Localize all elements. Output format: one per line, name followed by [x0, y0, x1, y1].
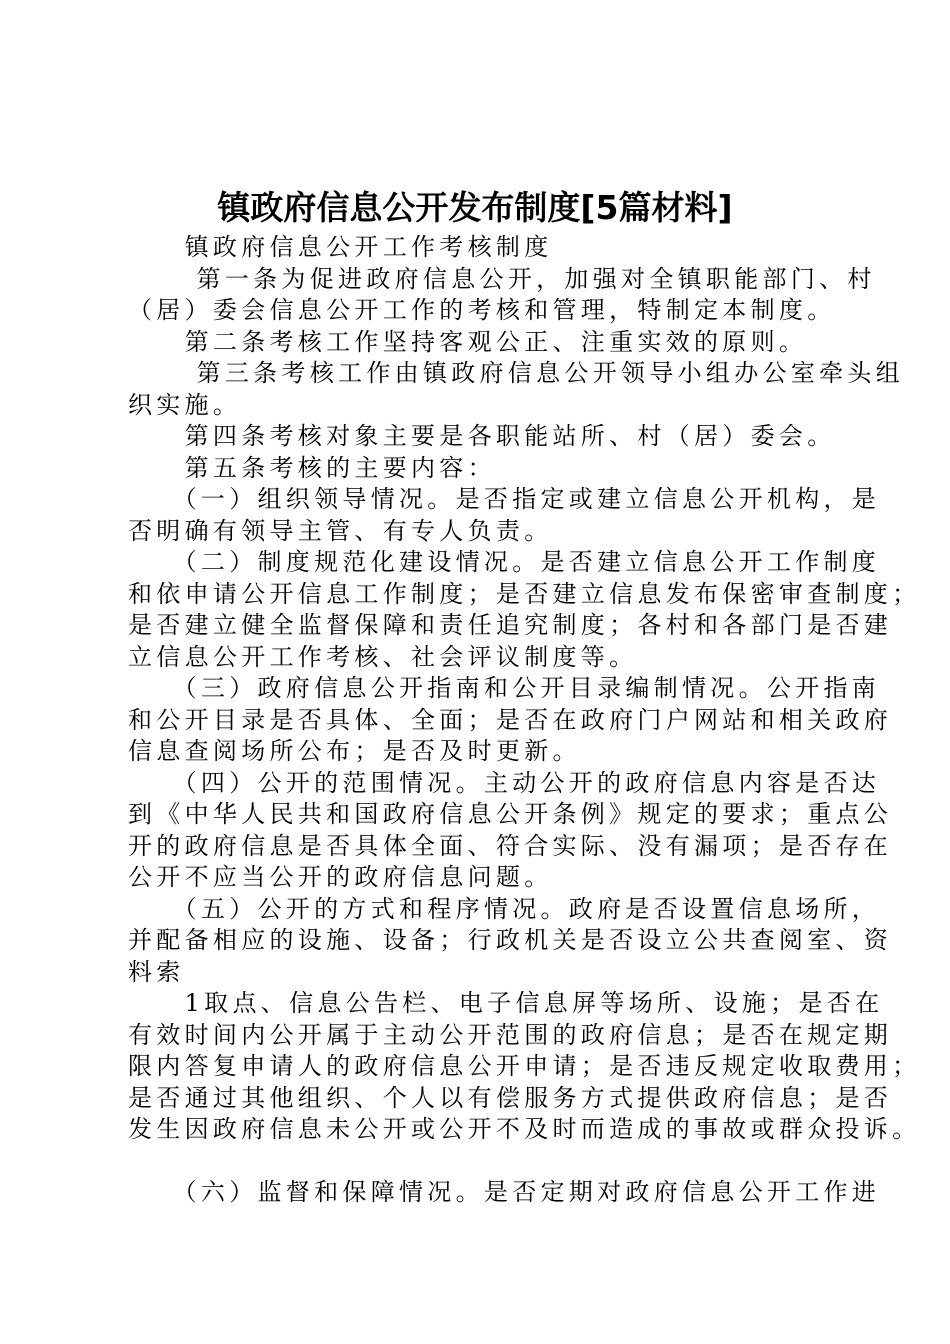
paragraph-line: 料索 [128, 957, 185, 986]
paragraph-line: 第二条考核工作坚持客观公正、注重实效的原则。 [128, 327, 808, 356]
paragraph-line: 是否建立健全监督保障和责任追究制度；各村和各部门是否建 [128, 611, 893, 639]
paragraph-line: 并配备相应的设施、设备；行政机关是否设立公共查阅室、资 [128, 926, 893, 954]
document-title: 镇政府信息公开发布制度[5篇材料] [217, 188, 733, 227]
paragraph-line: 有效时间内公开属于主动公开范围的政府信息；是否在规定期 [128, 1020, 893, 1049]
paragraph-line: 到《中华人民共和国政府信息公开条例》规定的要求；重点公 [128, 800, 893, 828]
paragraph-line: （五）公开的方式和程序情况。政府是否设置信息场所， [128, 894, 881, 923]
paragraph-line: 第五条考核的主要内容： [128, 453, 496, 482]
paragraph-line: 和依申请公开信息工作制度；是否建立信息发布保密审查制度； [128, 579, 921, 608]
paragraph-line: 限内答复申请人的政府信息公开申请；是否违反规定收取费用； [128, 1052, 921, 1080]
paragraph-line: （六）监督和保障情况。是否定期对政府信息公开工作进 [128, 1178, 881, 1206]
paragraph-line: 公开不应当公开的政府信息问题。 [128, 863, 553, 891]
paragraph-line: 织实施。 [128, 390, 242, 419]
paragraph-line: 发生因政府信息未公开或公开不及时而造成的事故或群众投诉。 [128, 1115, 921, 1143]
document-body [128, 232, 921, 1209]
paragraph-line: 是否通过其他组织、个人以有偿服务方式提供政府信息；是否 [128, 1083, 893, 1112]
paragraph-line: 信息查阅场所公布；是否及时更新。 [128, 737, 581, 765]
paragraph-line: 开的政府信息是否具体全面、符合实际、没有漏项；是否存在 [128, 831, 893, 860]
paragraph-line: 和公开目录是否具体、全面；是否在政府门户网站和相关政府 [128, 705, 893, 734]
paragraph-line: 否明确有领导主管、有专人负责。 [128, 516, 553, 545]
paragraph-line: 第一条为促进政府信息公开，加强对全镇职能部门、村 [128, 264, 876, 293]
blank-line [128, 1146, 834, 1178]
paragraph-line: 镇政府信息公开工作考核制度 [128, 233, 553, 261]
paragraph-line: 立信息公开工作考核、社会评议制度等。 [128, 642, 638, 671]
paragraph-line: （三）政府信息公开指南和公开目录编制情况。公开指南 [128, 674, 881, 702]
paragraph-line: （四）公开的范围情况。主动公开的政府信息内容是否达 [128, 768, 881, 797]
paragraph-line: （居）委会信息公开工作的考核和管理，特制定本制度。 [128, 296, 836, 324]
paragraph-line: （二）制度规范化建设情况。是否建立信息公开工作制度 [128, 548, 881, 576]
paragraph-line: 第四条考核对象主要是各职能站所、村（居）委会。 [128, 422, 836, 450]
paragraph-line: 第三条考核工作由镇政府信息公开领导小组办公室牵头组 [128, 359, 905, 387]
paragraph-line: 1取点、信息公告栏、电子信息屏等场所、设施；是否在 [128, 989, 884, 1017]
paragraph-line: （一）组织领导情况。是否指定或建立信息公开机构，是 [128, 485, 881, 513]
